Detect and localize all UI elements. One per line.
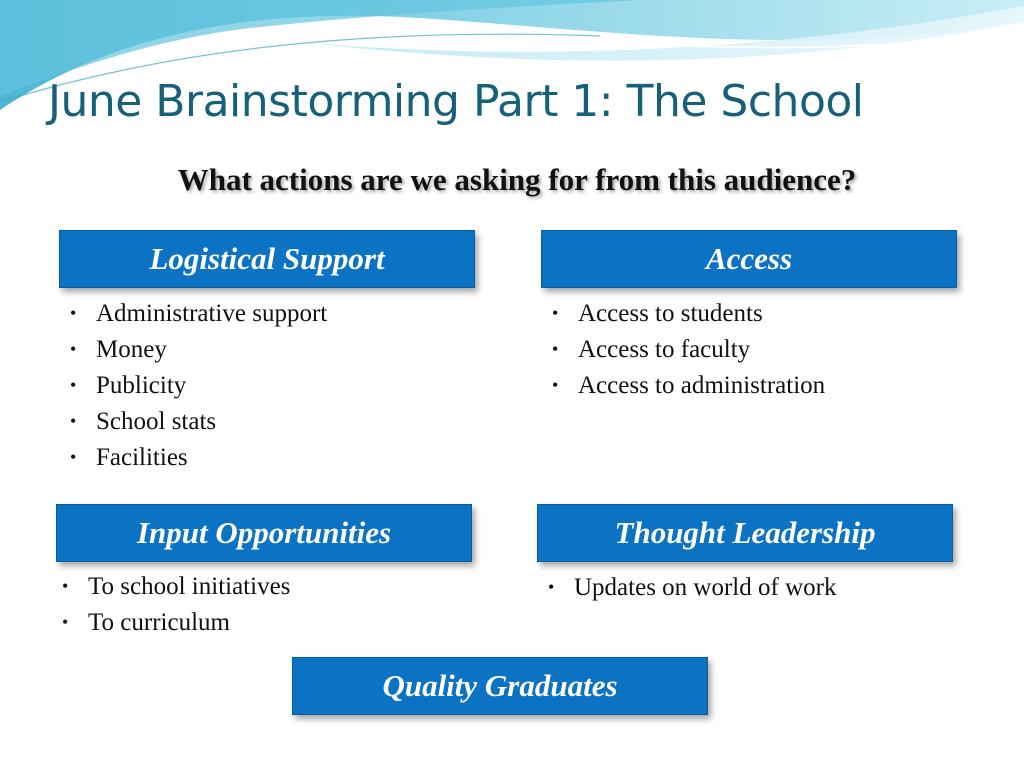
list-item: • School stats bbox=[70, 406, 327, 442]
bullet-icon: • bbox=[548, 577, 555, 598]
bullet-icon: • bbox=[62, 612, 69, 633]
slide-subtitle: What actions are we asking for from this audience? bbox=[177, 162, 857, 197]
bullet-icon: • bbox=[70, 375, 77, 396]
quality-graduates-box: Quality Graduates bbox=[292, 657, 708, 715]
logistical-support-box: Logistical Support bbox=[59, 230, 475, 288]
list-item: • Access to faculty bbox=[552, 334, 825, 370]
logistical-support-list bbox=[70, 298, 327, 478]
list-item: • Access to students bbox=[552, 298, 825, 334]
access-box: Access bbox=[541, 230, 957, 288]
input-opportunities-list bbox=[62, 571, 290, 643]
thought-leadership-box: Thought Leadership bbox=[537, 504, 953, 562]
list-item: • Facilities bbox=[70, 442, 327, 478]
bullet-icon: • bbox=[70, 447, 77, 468]
list-item: • Administrative support bbox=[70, 298, 327, 334]
list-item: • To school initiatives bbox=[62, 571, 290, 607]
list-item: • Access to administration bbox=[552, 370, 825, 406]
bullet-icon: • bbox=[552, 375, 559, 396]
bullet-icon: • bbox=[552, 339, 559, 360]
thought-leadership-list bbox=[548, 572, 836, 608]
bullet-icon: • bbox=[70, 411, 77, 432]
bullet-icon: • bbox=[70, 339, 77, 360]
list-item: • Updates on world of work bbox=[548, 572, 836, 608]
access-list bbox=[552, 298, 825, 406]
list-item: • Money bbox=[70, 334, 327, 370]
list-item: • Publicity bbox=[70, 370, 327, 406]
bullet-icon: • bbox=[70, 303, 77, 324]
slide-title: June Brainstorming Part 1: The School bbox=[48, 76, 864, 127]
input-opportunities-box: Input Opportunities bbox=[56, 504, 472, 562]
list-item: • To curriculum bbox=[62, 607, 290, 643]
bullet-icon: • bbox=[62, 576, 69, 597]
bullet-icon: • bbox=[552, 303, 559, 324]
